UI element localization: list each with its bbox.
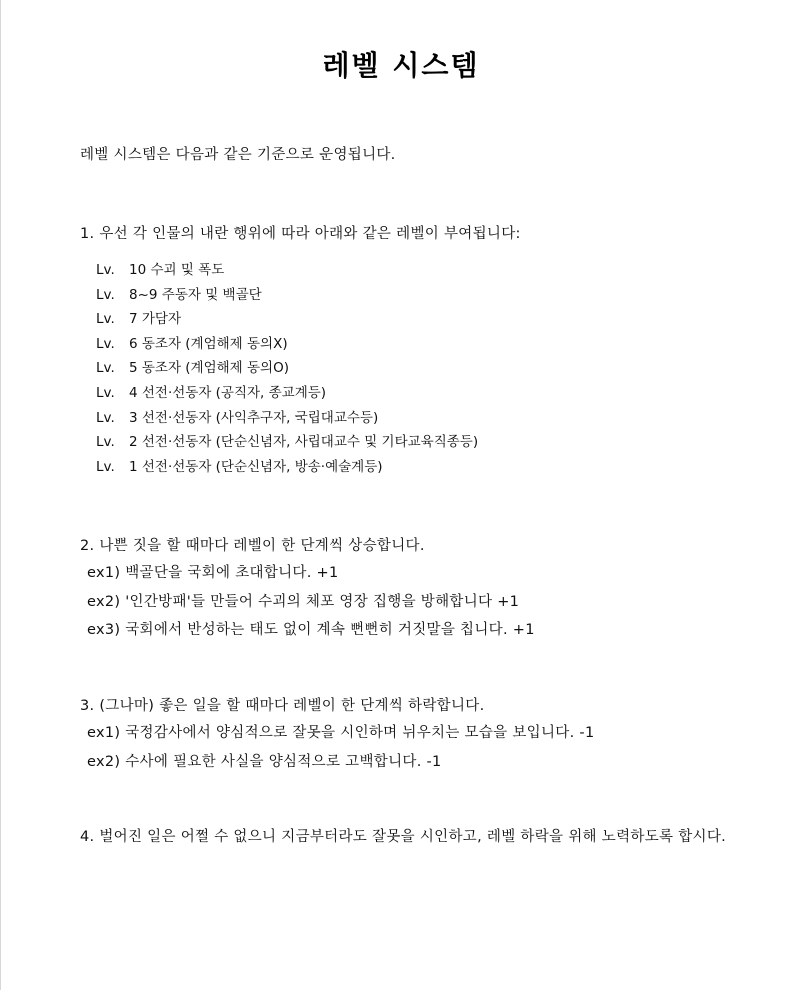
example-item: ex3) 국회에서 반성하는 태도 없이 계속 뻔뻔히 거짓말을 칩니다. +1: [87, 622, 535, 638]
level-text: 7 가담자: [129, 311, 182, 328]
example-item: ex1) 백골단을 국회에 초대합니다. +1: [87, 565, 339, 581]
level-text: 4 선전·선동자 (공직자, 종교계등): [129, 384, 327, 401]
section-3-heading: 3. (그나마) 좋은 일을 할 때마다 레벨이 한 단계씩 하락합니다.: [80, 698, 485, 714]
level-prefix: Lv.: [96, 262, 115, 278]
section-3-examples: [87, 719, 594, 776]
level-item: [96, 455, 478, 480]
level-text: 3 선전·선동자 (사익추구자, 국립대교수등): [129, 409, 379, 426]
level-item: [96, 430, 478, 455]
level-text: 1 선전·선동자 (단순신념자, 방송·예술계등): [129, 458, 383, 475]
level-prefix: Lv.: [96, 384, 115, 401]
level-text: 5 동조자 (계엄해제 동의O): [129, 360, 289, 377]
level-item: [96, 332, 478, 357]
level-prefix: Lv.: [96, 335, 115, 352]
level-prefix: Lv.: [96, 434, 115, 451]
level-prefix: Lv.: [96, 409, 115, 426]
example-item: ex2) 수사에 필요한 사실을 양심적으로 고백합니다. -1: [87, 753, 442, 770]
intro-text: 레벨 시스템은 다음과 같은 기준으로 운영됩니다.: [80, 147, 396, 163]
level-text: 10 수괴 및 폭도: [129, 262, 225, 278]
level-prefix: Lv.: [96, 311, 115, 328]
level-item: [96, 307, 478, 332]
page-title: 레벨 시스템: [322, 49, 480, 82]
level-prefix: Lv.: [96, 360, 115, 377]
level-item: [96, 356, 478, 381]
section-1-heading: 1. 우선 각 인물의 내란 행위에 따라 아래와 같은 레벨이 부여됩니다:: [80, 226, 521, 242]
level-item: [96, 283, 478, 308]
level-item: [96, 406, 478, 431]
example-item: ex1) 국정감사에서 양심적으로 잘못을 시인하며 뉘우치는 모습을 보입니다. -1: [87, 725, 595, 741]
level-text: 8~9 주동자 및 백골단: [129, 286, 262, 303]
section-4-text: 4. 벌어진 일은 어쩔 수 없으니 지금부터라도 잘못을 시인하고, 레벨 하락을 위해 노력하도록 합시다.: [80, 829, 727, 845]
section-2-heading: 2. 나쁜 짓을 할 때마다 레벨이 한 단계씩 상승합니다.: [80, 538, 425, 554]
level-prefix: Lv.: [96, 286, 115, 303]
level-text: 2 선전·선동자 (단순신념자, 사립대교수 및 기타교육직종등): [129, 434, 479, 451]
level-prefix: Lv.: [96, 458, 115, 475]
level-item: [96, 258, 478, 283]
section-2-examples: [87, 559, 535, 645]
example-item: ex2) '인간방패'들 만들어 수괴의 체포 영장 집행을 방해합니다 +1: [87, 593, 520, 610]
level-text: 6 동조자 (계엄해제 동의X): [129, 335, 288, 352]
level-list: [96, 258, 478, 479]
level-item: [96, 381, 478, 406]
